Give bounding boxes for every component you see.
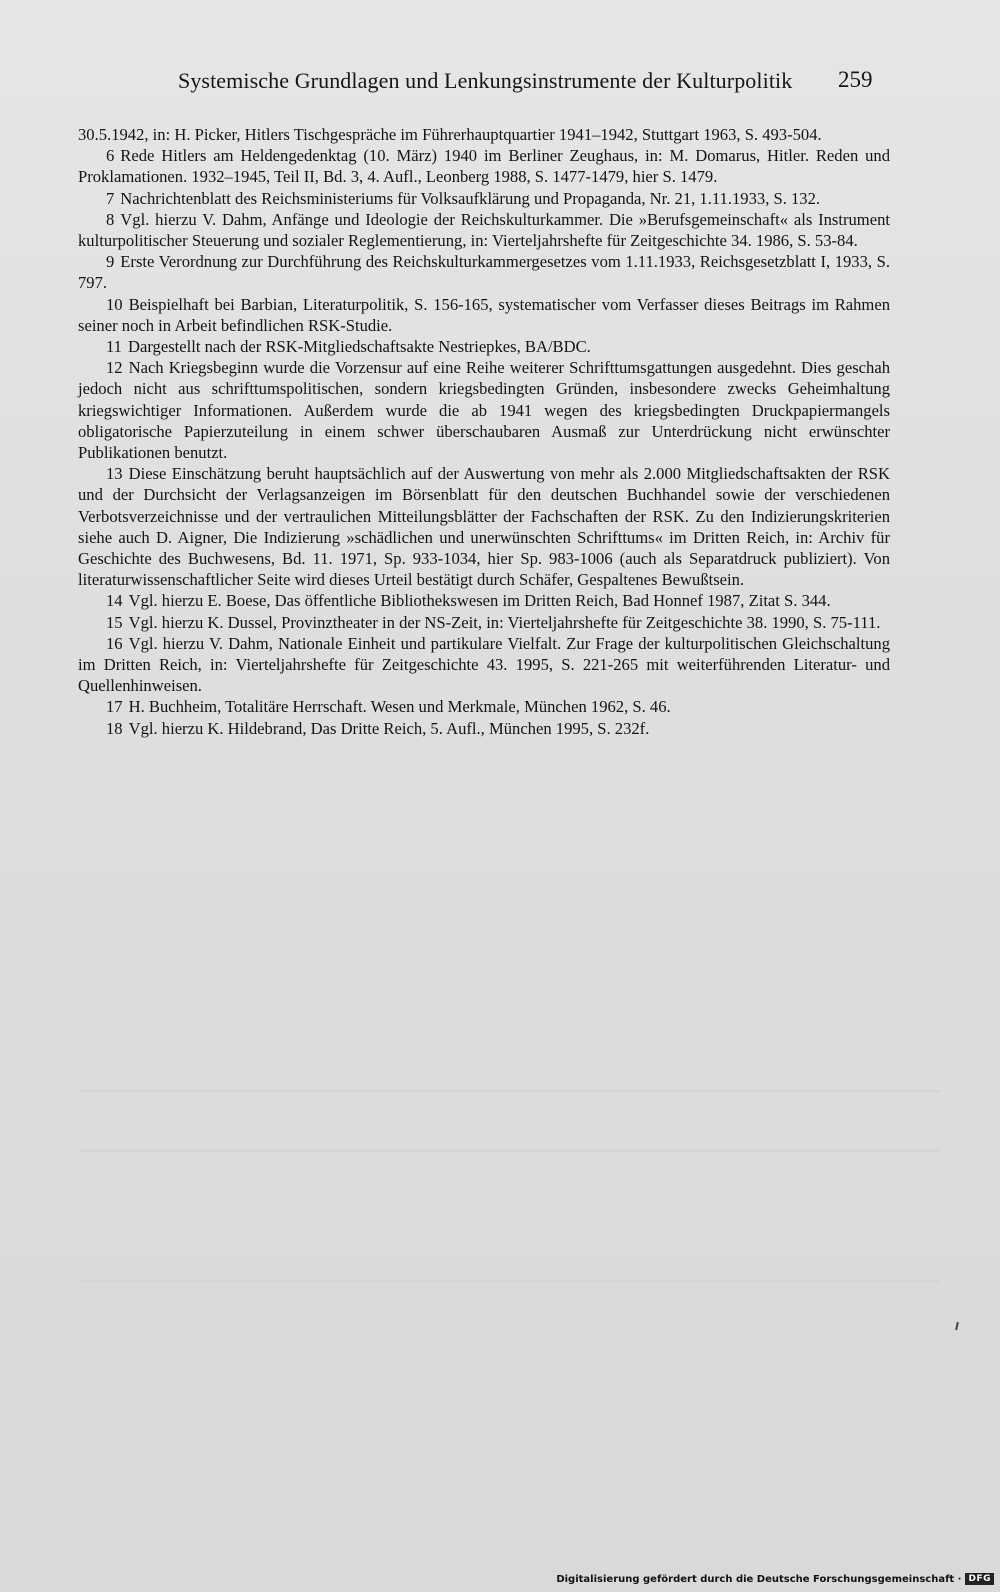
- footnote-number: 13: [106, 464, 123, 484]
- footnote-14: 14 Vgl. hierzu E. Boese, Das öffentliche Bibliothekswesen im Dritten Reich, Bad Honnef 1987, Zitat S. 344.: [106, 591, 831, 611]
- footnote-6: 6 Rede Hitlers am Heldengedenktag (10. März) 1940 im Berliner Zeughaus, in: M. Domarus, Hitler. Reden und Proklamationen. 1932–1945, Teil II, Bd. 3, 4. Aufl., Leonberg 1988, S. 1477-1479, hier S. 1479.: [78, 146, 890, 187]
- footnote-number: 8: [106, 209, 115, 229]
- footnote-number: 14: [106, 591, 123, 611]
- footnote-15: 15 Vgl. hierzu K. Dussel, Provinztheater in der NS-Zeit, in: Vierteljahrshefte für Zeitgeschichte 38. 1990, S. 75-111.: [106, 612, 881, 632]
- running-head: Systemische Grundlagen und Lenkungsinstrumente der Kulturpolitik: [178, 68, 793, 93]
- footnote-number: 7: [106, 188, 115, 208]
- page-header: [0, 68, 1000, 102]
- footnote-7: 7 Nachrichtenblatt des Reichsministeriums für Volksaufklärung und Propaganda, Nr. 21, 1.11.1933, S. 132.: [106, 188, 821, 208]
- show-through-line: [80, 1090, 940, 1092]
- footnote-10: 10 Beispielhaft bei Barbian, Literaturpolitik, S. 156-165, systematischer vom Verfasser dieses Beitrags im Rahmen seiner noch in Arbeit befindlichen RSK-Studie.: [78, 294, 890, 335]
- footnote-number: 11: [106, 337, 122, 357]
- footnote-number: 9: [106, 252, 115, 272]
- show-through-line: [80, 1150, 940, 1152]
- show-through-line: [80, 1280, 940, 1282]
- page-number: 259: [838, 67, 873, 92]
- footnote-continuation: 30.5.1942, in: H. Picker, Hitlers Tischgespräche im Führerhauptquartier 1941–1942, Stuttgart 1963, S. 493-504.: [78, 125, 822, 144]
- footnote-9: 9 Erste Verordnung zur Durchführung des Reichskulturkammergesetzes vom 1.11.1933, Reichsgesetzblatt I, 1933, S. 797.: [78, 252, 890, 293]
- dfg-logo-icon: DFG: [965, 1573, 994, 1585]
- footnote-number: 18: [106, 718, 123, 738]
- digitization-credit: [556, 1570, 994, 1588]
- footnote-12: 12 Nach Kriegsbeginn wurde die Vorzensur auf eine Reihe weiterer Schrifttumsgattungen ausgedehnt. Dies geschah jedoch nicht aus schrifttumspolitischen, sondern kriegsbedingten Gründen, insbesondere zwecks Geheimhaltung kriegswichtiger Informationen. Außerdem wurde die ab 1941 wegen des kriegsbedingten Druckpapiermangels obligatorische Papierzuteilung in einem schwer überschaubaren Ausmaß zur Unterdrückung nicht erwünschter Publikationen benutzt.: [78, 358, 890, 463]
- footnote-number: 15: [106, 612, 123, 632]
- scan-speck: [955, 1322, 959, 1330]
- footnote-13: 13 Diese Einschätzung beruht hauptsächlich auf der Auswertung von mehr als 2.000 Mitgliedschaftsakten der RSK und der Durchsicht der Verlagsanzeigen im Börsenblatt für den deutschen Buchhandel sowie der verschiedenen Verbotsverzeichnisse und der vertraulichen Mitteilungsblätter der Fachschaften der RSK. Zu den Indizierungskriterien siehe auch D. Aigner, Die Indizierung »schädlichen und unerwünschten Schrifttums« im Dritten Reich, in: Archiv für Geschichte des Buchwesens, Bd. 11. 1971, Sp. 933-1034, hier Sp. 983-1006 (auch als Separatdruck publiziert). Von literaturwissenschaftlicher Seite wird dieses Urteil bestätigt durch Schäfer, Gespaltenes Bewußtsein.: [78, 464, 890, 590]
- credit-text: Digitalisierung gefördert durch die Deutsche Forschungsgemeinschaft ·: [556, 1573, 962, 1585]
- footnote-18: 18 Vgl. hierzu K. Hildebrand, Das Dritte Reich, 5. Aufl., München 1995, S. 232f.: [106, 718, 650, 738]
- footnote-11: 11 Dargestellt nach der RSK-Mitgliedschaftsakte Nestriepkes, BA/BDC.: [106, 337, 591, 357]
- footnote-number: 12: [106, 358, 123, 378]
- footnotes: [78, 124, 890, 739]
- footnote-8: 8 Vgl. hierzu V. Dahm, Anfänge und Ideologie der Reichskulturkammer. Die »Berufsgemeinschaft« als Instrument kulturpolitischer Steuerung und sozialer Reglementierung, in: Vierteljahrshefte für Zeitgeschichte 34. 1986, S. 53-84.: [78, 209, 890, 251]
- footnote-number: 6: [106, 146, 115, 166]
- footnote-number: 17: [106, 697, 123, 717]
- footnote-17: 17 H. Buchheim, Totalitäre Herrschaft. Wesen und Merkmale, München 1962, S. 46.: [106, 697, 671, 717]
- footnote-number: 10: [106, 294, 123, 314]
- footnote-number: 16: [106, 633, 123, 653]
- footnote-16: 16 Vgl. hierzu V. Dahm, Nationale Einheit und partikulare Vielfalt. Zur Frage der kulturpolitischen Gleichschaltung im Dritten Reich, in: Vierteljahrshefte für Zeitgeschichte 43. 1995, S. 221-265 mit weiterführenden Literatur- und Quellenhinweisen.: [78, 633, 890, 696]
